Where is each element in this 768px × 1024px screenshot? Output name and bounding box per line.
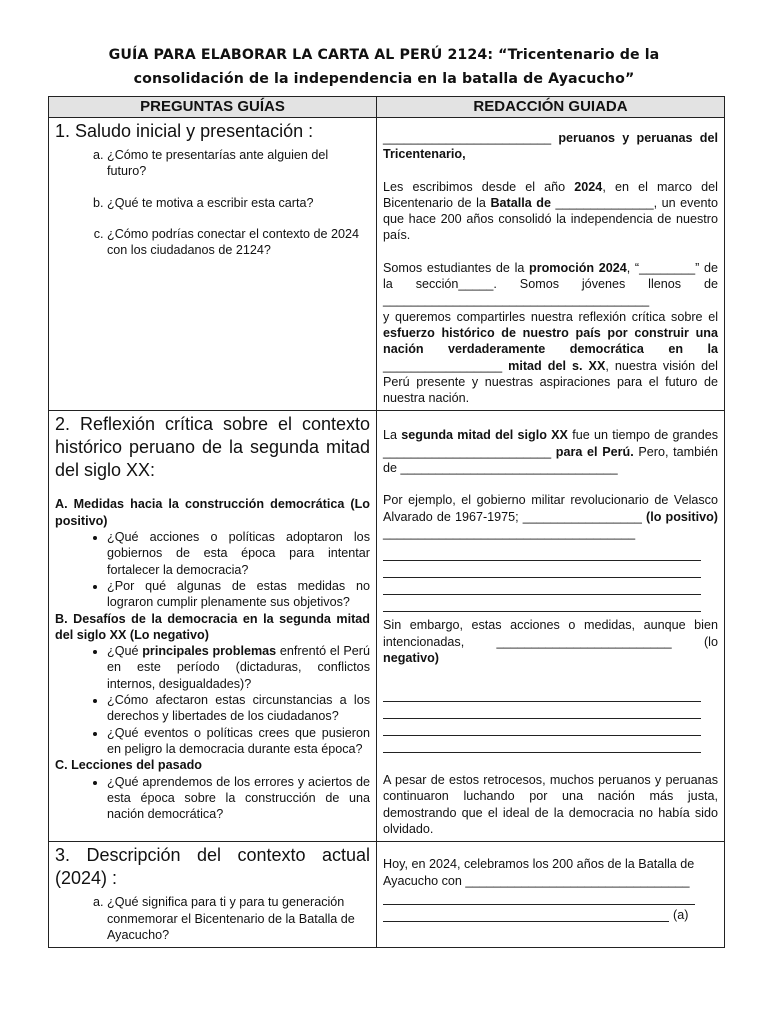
blank-span: ____________________________________: [383, 525, 636, 540]
section-1-question-list: [55, 147, 370, 258]
section-3-heading: 3. Descripción del contexto actual (2024) :: [55, 845, 370, 889]
list-item: • ¿Qué aprendemos de los errores y aciertos de esta época sobre la construcción de una nación democrática?: [107, 774, 370, 823]
list-item: • ¿Qué eventos o políticas crees que pusieron en peligro la democracia durante esta época?: [107, 725, 370, 758]
list-item: a. ¿Qué significa para ti y para tu generación conmemorar el Bicentenario de la Batalla de Ayacucho?: [107, 894, 370, 943]
blank-span: _________________: [383, 358, 509, 373]
list-item: a. ¿Cómo te presentarías ante alguien del futuro?: [107, 147, 370, 180]
answer-line: [383, 562, 701, 578]
header-redaccion: REDACCIÓN GUIADA: [377, 97, 725, 118]
title-line-1: GUÍA PARA ELABORAR LA CARTA AL PERÚ 2124: “Tricentenario de la: [108, 47, 660, 63]
hoy-paragraph: Hoy, en 2024, celebramos los 200 años de la Batalla de Ayacucho con ________________________________: [383, 857, 695, 888]
bold-span: mitad del s. XX: [508, 358, 606, 373]
siglo-paragraph: [383, 427, 718, 476]
bold-span: promoción 2024: [529, 260, 627, 275]
text-span: Por ejemplo, el gobierno militar revolucionario de Velasco Alvarado de 1967-1975; _________________: [383, 493, 718, 524]
guide-table: [48, 96, 725, 948]
answer-line: [383, 737, 701, 753]
section-2-row: [49, 411, 725, 842]
greeting-bold: peruanos y peruanas del Tricentenario,: [383, 131, 718, 162]
answer-line: [383, 579, 701, 595]
text-span: , nuestra visión del Perú presente y nuestras aspiraciones para el futuro de nuestra nación.: [383, 358, 718, 406]
text-span: , “________” de la sección_____. Somos jóvenes llenos de ______________________________________: [383, 260, 718, 308]
answer-line: [383, 596, 701, 612]
section-1-answer: [377, 118, 725, 411]
text-span: fue un tiempo de grandes ________________________: [383, 428, 718, 459]
last-line: [383, 906, 718, 922]
title-line-2: consolidación de la independencia en la batalla de Ayacucho”: [133, 71, 635, 87]
suffix-a: (a): [673, 907, 689, 922]
bold-span: (lo positivo): [646, 509, 718, 524]
a-pesar-paragraph: A pesar de estos retrocesos, muchos peruanos y peruanas continuaron luchando por una nación más justa, demostrando que el ideal de la democracia no había sido olvidado.: [383, 773, 718, 837]
section-3-answer: [377, 842, 725, 948]
greeting-paragraph: [383, 130, 718, 163]
blank-span: ______________: [550, 195, 654, 210]
subsection-c-list: [55, 774, 370, 823]
text-span: La: [383, 428, 402, 443]
bold-span: Batalla de: [490, 195, 551, 210]
text-span: y queremos compartirles nuestra reflexión crítica sobre el: [383, 309, 718, 324]
bold-span: para el Perú.: [555, 444, 634, 459]
list-item: • ¿Cómo afectaron estas circunstancias a los derechos y libertades de los ciudadanos?: [107, 692, 370, 725]
text-span: , en el marco del Bicentenario de la: [383, 179, 718, 210]
year-paragraph: [383, 179, 718, 244]
text-span: Les escribimos desde el año: [383, 179, 575, 194]
bold-span: 2024: [574, 179, 603, 194]
subsection-b-title: B. Desafíos de la democracia en la segunda mitad del siglo XX (Lo negativo): [55, 611, 370, 642]
list-item: • ¿Qué acciones o políticas adoptaron los gobiernos de esta época para intentar fortalecer la democracia?: [107, 529, 370, 578]
bold-span: negativo): [383, 650, 439, 665]
answer-line: [383, 889, 695, 905]
header-row: [49, 97, 725, 118]
section-3-row: [49, 842, 725, 948]
section-2-heading: 2. Reflexión crítica sobre el contexto histórico peruano de la segunda mitad del siglo XX:: [55, 414, 370, 481]
section-1-heading: 1. Saludo inicial y presentación :: [55, 121, 314, 141]
promo-paragraph: [383, 260, 718, 407]
section-1-questions: [49, 118, 377, 411]
text-span: Pero, también de _______________________________: [383, 444, 718, 476]
bold-span: segunda mitad del siglo XX: [401, 428, 568, 443]
subsection-a-list: [55, 529, 370, 610]
answer-line: [383, 703, 701, 719]
greeting-blank: ________________________: [383, 131, 552, 145]
text-span: ¿Qué: [107, 644, 143, 659]
section-2-questions: [49, 411, 377, 842]
bold-span: principales problemas: [142, 644, 277, 659]
subsection-c-title: C. Lecciones del pasado: [55, 758, 202, 773]
text-span: Sin embargo, estas acciones o medidas, aunque bien intencionadas, _________________________ (lo: [383, 618, 718, 649]
list-item: • ¿Por qué algunas de estas medidas no lograron cumplir plenamente sus objetivos?: [107, 578, 370, 611]
section-3-question-list: [55, 894, 370, 943]
subsection-a-title: A. Medidas hacia la construcción democrática (Lo positivo): [55, 497, 370, 528]
bold-span: esfuerzo histórico de nuestro país por construir una nación verdaderamente democrática en la: [383, 325, 718, 357]
answer-line: [383, 720, 701, 736]
text-span: Somos estudiantes de la: [383, 260, 530, 275]
text-span: enfrentó el Perú en este período (dictaduras, conflictos internos, desigualdades)?: [107, 644, 370, 691]
list-item: [107, 643, 370, 692]
sin-embargo-paragraph: [383, 617, 718, 666]
subsection-b-list: [55, 643, 370, 757]
velasco-paragraph: [383, 492, 718, 541]
section-2-answer: [377, 411, 725, 842]
header-preguntas: PREGUNTAS GUÍAS: [49, 97, 377, 118]
list-item: c. ¿Cómo podrías conectar el contexto de 2024 con los ciudadanos de 2124?: [107, 226, 370, 259]
answer-line: [383, 686, 701, 702]
list-item: b. ¿Qué te motiva a escribir esta carta?: [107, 195, 370, 211]
section-3-questions: [49, 842, 377, 948]
section-1-row: [49, 118, 725, 411]
document-title: [60, 43, 708, 91]
text-span: , un evento que hace 200 años consolidó la independencia de nuestro país.: [383, 195, 718, 243]
answer-line: [383, 545, 701, 561]
answer-line: [383, 906, 669, 922]
